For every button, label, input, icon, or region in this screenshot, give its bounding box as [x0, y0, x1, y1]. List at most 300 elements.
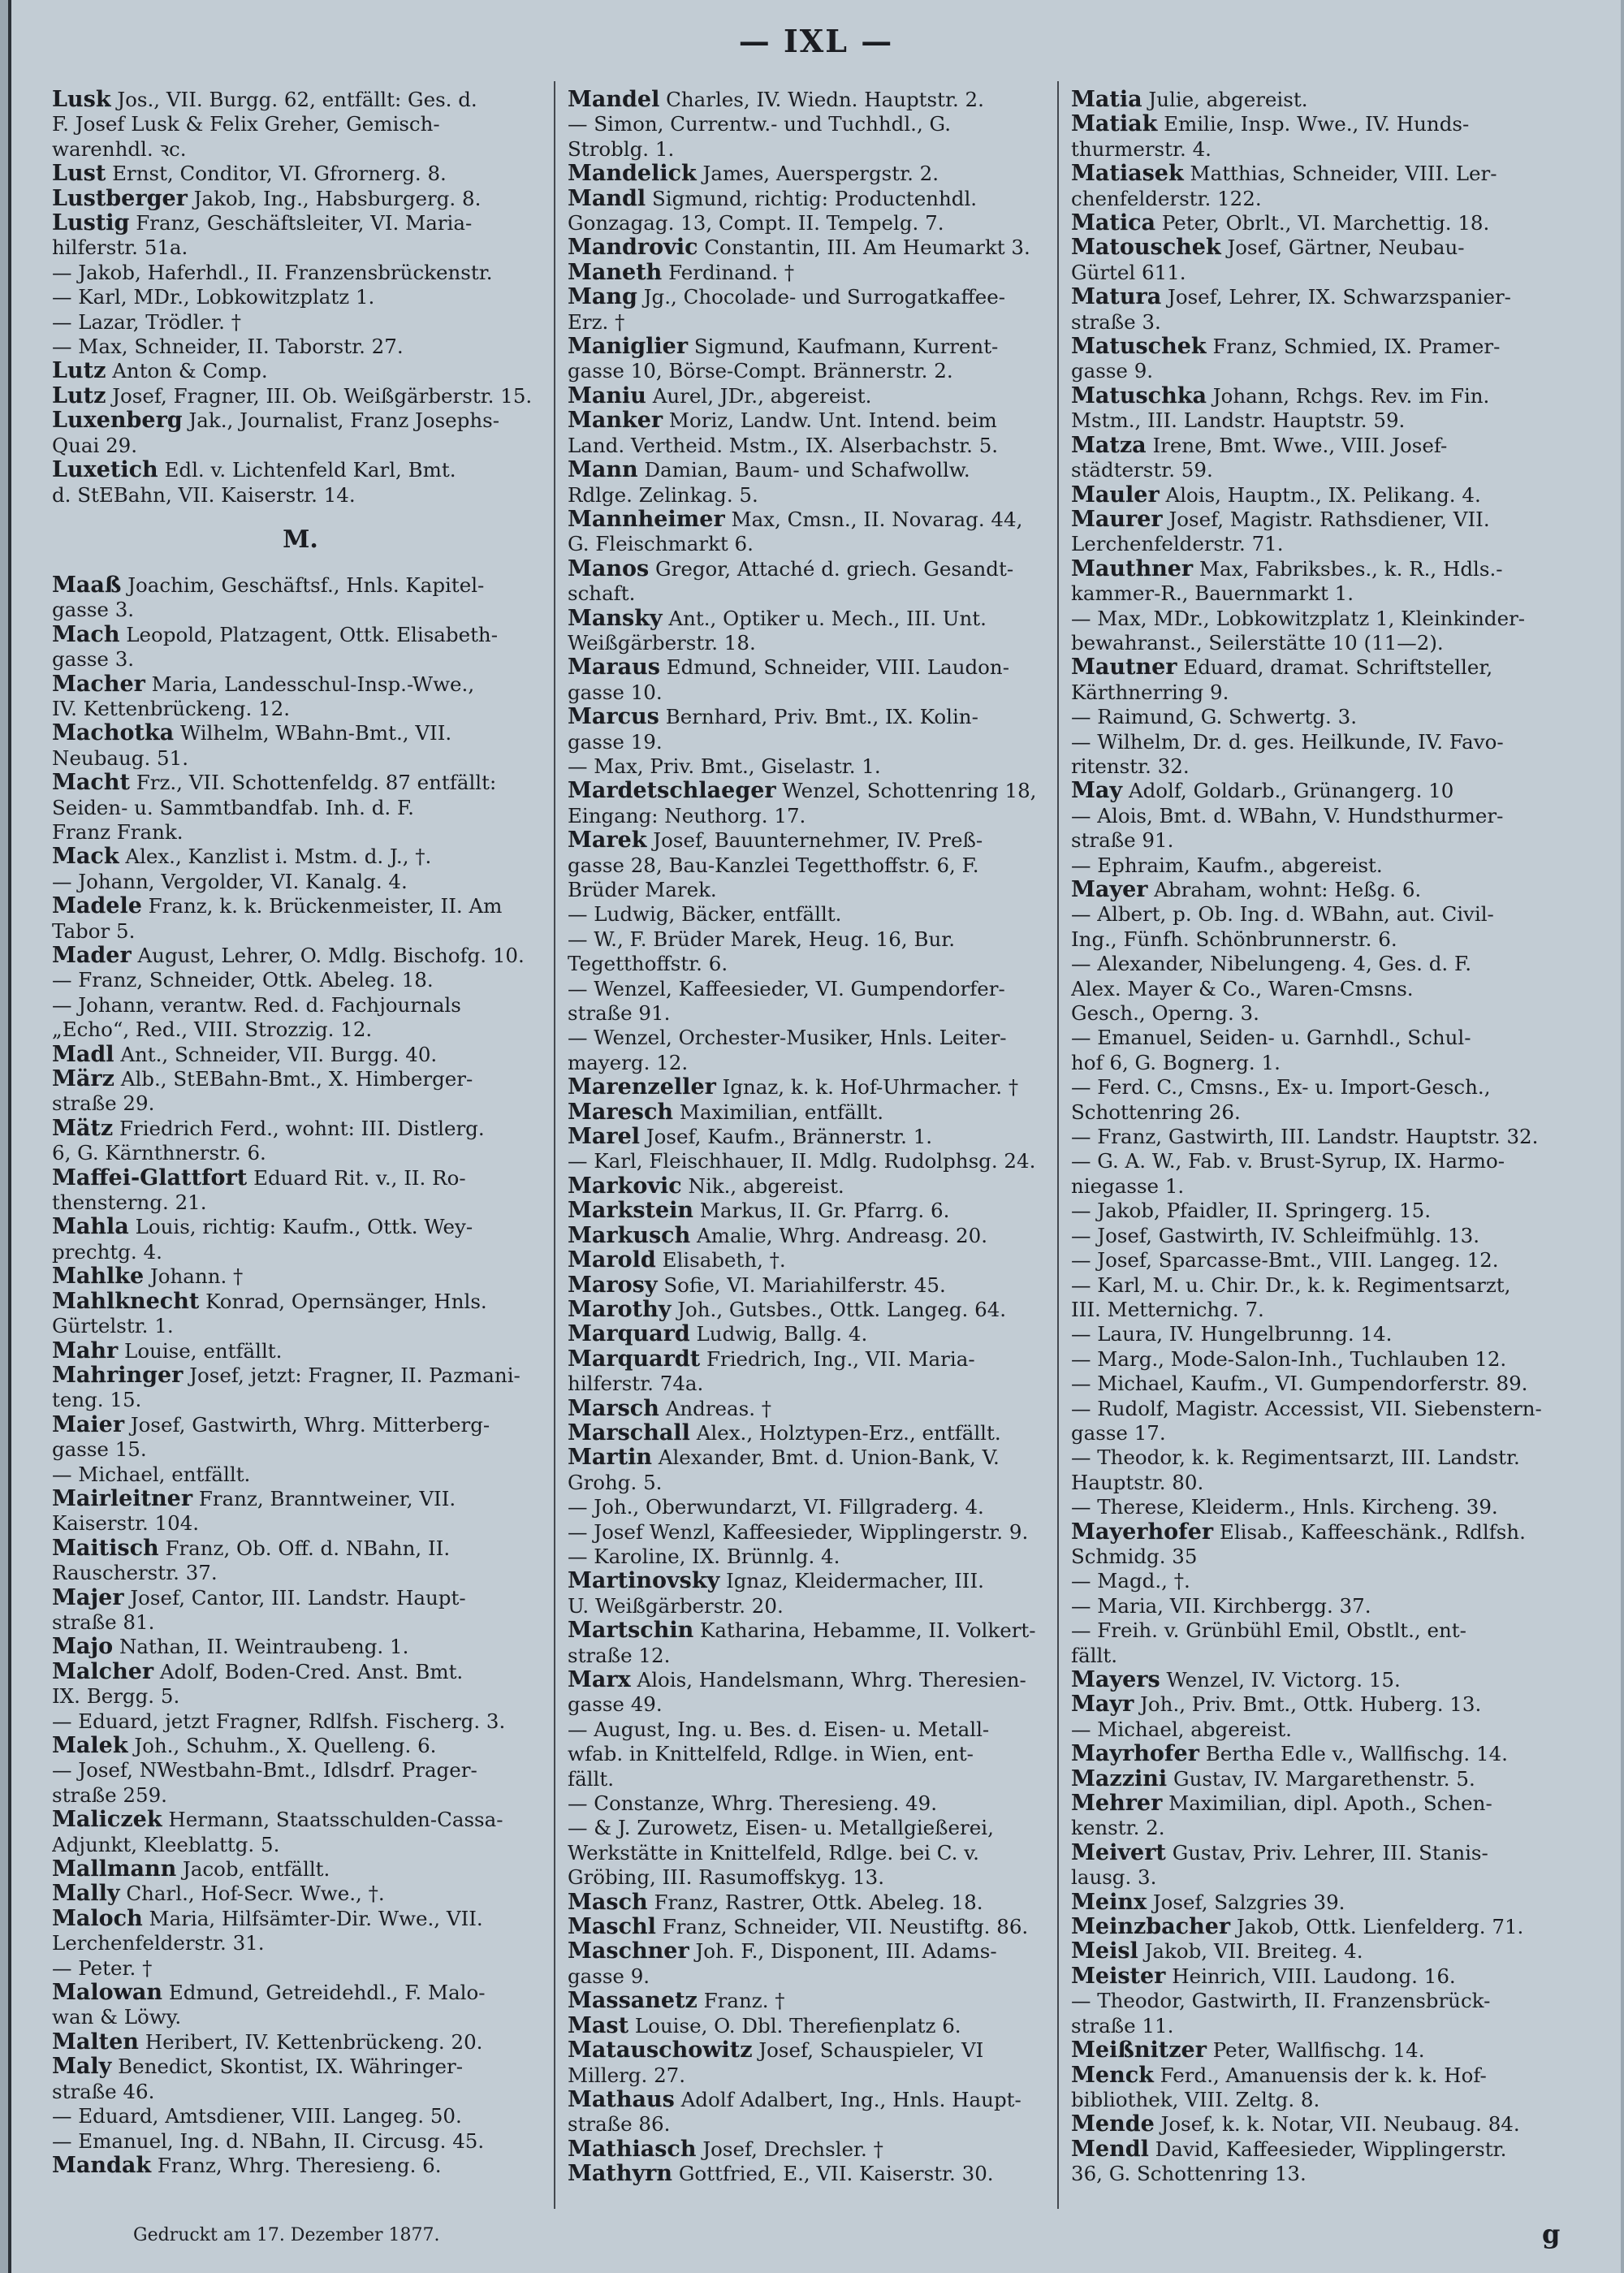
- directory-entry: [568, 2063, 1065, 2088]
- directory-entry: [52, 2129, 549, 2154]
- directory-entry: [568, 1520, 1065, 1545]
- entry-text: straße 11.: [1071, 2013, 1174, 2037]
- entry-surname: Matica: [1071, 211, 1156, 236]
- directory-entry: [1071, 1397, 1568, 1421]
- entry-surname: Matouschek: [1071, 236, 1221, 261]
- entry-surname: Lutz: [52, 383, 106, 408]
- entry-surname: Maly: [52, 2055, 112, 2080]
- entry-text: Alois, Hauptm., IX. Pelikang. 4.: [1165, 482, 1481, 507]
- entry-text: Adjunkt, Kleeblattg. 5.: [52, 1832, 280, 1856]
- entry-text: gasse 10, Börse-Compt. Brännerstr. 2.: [568, 359, 953, 383]
- entry-text: — August, Ing. u. Bes. d. Eisen- u. Metall-: [568, 1717, 990, 1741]
- directory-entry: [1071, 853, 1568, 878]
- entry-text: — Theodor, Gastwirth, II. Franzensbrück-: [1071, 1989, 1491, 2013]
- directory-entry: [1071, 112, 1568, 136]
- entry-surname: Lustig: [52, 211, 130, 236]
- entry-text: — Eduard, Amtsdiener, VIII. Langeg. 50.: [52, 2104, 462, 2128]
- entry-text: Josef, Kaufm., Brännerstr. 1.: [646, 1125, 933, 1149]
- entry-text: — Michael, abgereist.: [1071, 1717, 1292, 1741]
- entry-text: Max, Cmsn., II. Novarag. 44,: [731, 507, 1023, 531]
- directory-entry: [1071, 1618, 1568, 1643]
- entry-text: Nathan, II. Weintraubeng. 1.: [119, 1635, 409, 1659]
- entry-surname: Marquardt: [568, 1346, 701, 1372]
- directory-entry: [1071, 359, 1568, 383]
- entry-text: Josef, k. k. Notar, VII. Neubaug. 84.: [1160, 2112, 1520, 2137]
- entry-surname: Matauschowitz: [568, 2038, 753, 2063]
- entry-text: Josef, Salzgries 39.: [1152, 1890, 1345, 1914]
- entry-surname: Mahla: [52, 1215, 129, 1240]
- directory-entry: [568, 1915, 1065, 1939]
- entry-text: straße 259.: [52, 1783, 167, 1807]
- entry-text: schaft.: [568, 581, 636, 606]
- entry-text: Adolf Adalbert, Ing., Hnls. Haupt-: [680, 2087, 1021, 2111]
- directory-entry: [1071, 434, 1568, 458]
- entry-text: Ant., Optiker u. Mech., III. Unt.: [668, 606, 987, 630]
- directory-entry: [568, 977, 1065, 1001]
- entry-text: Irene, Bmt. Wwe., VIII. Josef-: [1152, 433, 1448, 457]
- directory-entry: [568, 1891, 1065, 1915]
- directory-entry: [1071, 137, 1568, 162]
- directory-entry: [568, 927, 1065, 952]
- directory-entry: [52, 1141, 549, 1165]
- entry-text: Joachim, Geschäftsf., Hnls. Kapitel-: [127, 573, 485, 597]
- directory-entry: [52, 2030, 549, 2055]
- entry-surname: Meinzbacher: [1071, 1915, 1231, 1940]
- directory-entry: [568, 607, 1065, 631]
- directory-entry: [52, 1536, 549, 1561]
- directory-entry: [1071, 1644, 1568, 1668]
- entry-text: Louise, entfällt.: [124, 1338, 283, 1363]
- directory-entry: [1071, 1471, 1568, 1495]
- directory-entry: [1071, 1718, 1568, 1742]
- entry-text: August, Lehrer, O. Mdlg. Bischofg. 10.: [137, 944, 525, 967]
- directory-entry: [1071, 1594, 1568, 1618]
- entry-surname: Meivert: [1071, 1840, 1166, 1865]
- entry-text: — Max, Schneider, II. Taborstr. 27.: [52, 335, 404, 359]
- directory-entry: [52, 968, 549, 992]
- entry-text: Bertha Edle v., Wallfischg. 14.: [1205, 1742, 1508, 1766]
- directory-entry: [52, 1882, 549, 1906]
- directory-page: [8, 0, 1621, 2273]
- directory-entry: [1071, 310, 1568, 335]
- entry-text: thurmerstr. 4.: [1071, 136, 1212, 161]
- directory-entry: [568, 1865, 1065, 1890]
- directory-entry: [568, 1075, 1065, 1100]
- entry-text: Tabor 5.: [52, 918, 136, 943]
- directory-entry: [52, 1314, 549, 1338]
- entry-surname: Maneth: [568, 260, 663, 285]
- entry-text: IX. Bergg. 5.: [52, 1684, 180, 1709]
- directory-entry: [568, 1668, 1065, 1692]
- entry-surname: Matia: [1071, 88, 1142, 112]
- directory-entry: [1071, 1372, 1568, 1396]
- directory-entry: [568, 1495, 1065, 1519]
- entry-text: U. Weißgärberstr. 20.: [568, 1593, 784, 1618]
- directory-entry: [1071, 804, 1568, 828]
- entry-text: Gürtelstr. 1.: [52, 1314, 174, 1338]
- entry-text: — Theodor, k. k. Regimentsarzt, III. Landstr.: [1071, 1445, 1520, 1470]
- directory-entry: [52, 1363, 549, 1388]
- entry-text: hilferstr. 51a.: [52, 236, 188, 260]
- entry-surname: Martin: [568, 1445, 652, 1471]
- entry-text: Josef, Gastwirth, Whrg. Mitterberg-: [130, 1412, 490, 1437]
- entry-text: Julie, abgereist.: [1148, 88, 1308, 111]
- entry-surname: Maraus: [568, 655, 660, 681]
- entry-text: Peter, Wallfischg. 14.: [1212, 2038, 1425, 2063]
- entry-text: Mstm., III. Landstr. Hauptstr. 59.: [1071, 408, 1406, 433]
- directory-entry: [568, 1594, 1065, 1618]
- directory-entry: [568, 1001, 1065, 1026]
- entry-text: bewahranst., Seilerstätte 10 (11—2).: [1071, 630, 1444, 655]
- directory-entry: [52, 820, 549, 845]
- entry-surname: Mauthner: [1071, 556, 1194, 581]
- entry-text: gasse 17.: [1071, 1420, 1166, 1445]
- entry-surname: Manos: [568, 556, 650, 581]
- entry-text: Franz, Geschäftsleiter, VI. Maria-: [136, 211, 473, 236]
- directory-entry: [1071, 927, 1568, 952]
- directory-entry: [52, 458, 549, 482]
- directory-entry: [1071, 1100, 1568, 1125]
- entry-surname: Lusk: [52, 88, 111, 112]
- entry-surname: Mahlke: [52, 1264, 145, 1290]
- entry-text: IV. Kettenbrückeng. 12.: [52, 696, 291, 720]
- entry-text: fällt.: [568, 1766, 614, 1791]
- directory-entry: [1071, 211, 1568, 236]
- entry-surname: Mack: [52, 845, 119, 870]
- directory-entry: [52, 2104, 549, 2128]
- directory-entry: [52, 623, 549, 647]
- directory-entry: [568, 631, 1065, 655]
- entry-surname: Majer: [52, 1585, 124, 1610]
- entry-surname: Mazzini: [1071, 1766, 1168, 1791]
- entry-text: prechtg. 4.: [52, 1239, 162, 1264]
- entry-text: Eingang: Neuthorg. 17.: [568, 803, 806, 828]
- directory-entry: [1071, 1841, 1568, 1865]
- entry-surname: Mayers: [1071, 1668, 1160, 1692]
- directory-entry: [1071, 1545, 1568, 1569]
- directory-entry: [52, 919, 549, 944]
- entry-text: — & J. Zurowetz, Eisen- u. Metallgießerei,: [568, 1816, 994, 1840]
- entry-surname: Mallmann: [52, 1857, 177, 1882]
- entry-text: Louis, richtig: Kaufm., Ottk. Wey-: [135, 1215, 473, 1239]
- entry-surname: Mayer: [1071, 878, 1148, 902]
- entry-text: Lerchenfelderstr. 31.: [52, 1931, 265, 1955]
- entry-text: James, Auerspergstr. 2.: [702, 162, 939, 186]
- directory-entry: [52, 2154, 549, 2178]
- directory-column-2: [568, 88, 1065, 2215]
- entry-text: Franz, Ob. Off. d. NBahn, II.: [165, 1536, 451, 1560]
- directory-entry: [1071, 1816, 1568, 1840]
- directory-entry: [1071, 1421, 1568, 1445]
- entry-text: Abraham, wohnt: Heßg. 6.: [1154, 878, 1422, 901]
- entry-surname: Mahr: [52, 1338, 119, 1363]
- entry-text: gasse 3.: [52, 598, 135, 622]
- entry-text: Maximilian, dipl. Apoth., Schen-: [1168, 1791, 1492, 1816]
- directory-entry: [568, 804, 1065, 828]
- directory-entry: [568, 681, 1065, 705]
- entry-text: Ernst, Conditor, VI. Gfrornerg. 8.: [112, 162, 447, 186]
- entry-text: Gürtel 611.: [1071, 260, 1186, 284]
- entry-surname: Matuschek: [1071, 335, 1207, 360]
- directory-entry: [1071, 1075, 1568, 1100]
- directory-entry: [1071, 902, 1568, 927]
- directory-entry: [568, 483, 1065, 508]
- entry-text: Franz, Schmied, IX. Pramer-: [1212, 335, 1501, 359]
- directory-entry: [52, 1191, 549, 1215]
- entry-text: — Albert, p. Ob. Ing. d. WBahn, aut. Civil-: [1071, 902, 1494, 927]
- entry-text: — Franz, Gastwirth, III. Landstr. Hauptstr. 32.: [1071, 1125, 1539, 1149]
- entry-surname: Maliczek: [52, 1808, 162, 1833]
- entry-text: Josef, Schauspieler, VI: [758, 2038, 984, 2063]
- directory-entry: [1071, 187, 1568, 211]
- directory-entry: [568, 2014, 1065, 2038]
- entry-text: Franz, k. k. Brückenmeister, II. Am: [148, 894, 503, 918]
- directory-entry: [52, 1635, 549, 1659]
- entry-surname: Masch: [568, 1890, 648, 1915]
- entry-text: — Johann, verantw. Red. d. Fachjournals: [52, 992, 461, 1017]
- entry-text: Quai 29.: [52, 433, 138, 457]
- directory-entry: [1071, 1026, 1568, 1050]
- directory-entry: [568, 1248, 1065, 1273]
- directory-entry: [568, 1273, 1065, 1298]
- entry-text: Land. Vertheid. Mstm., IX. Alserbachstr. 5.: [568, 433, 999, 457]
- entry-text: Josef, Magistr. Rathsdiener, VII.: [1168, 507, 1490, 531]
- entry-text: straße 81.: [52, 1610, 155, 1634]
- entry-surname: Mann: [568, 458, 638, 483]
- directory-entry: [52, 335, 549, 359]
- directory-entry: [1071, 335, 1568, 359]
- entry-surname: Meinx: [1071, 1890, 1147, 1915]
- entry-surname: Mandrovic: [568, 236, 698, 261]
- entry-text: Edl. v. Lichtenfeld Karl, Bmt.: [164, 458, 456, 482]
- directory-entry: [52, 721, 549, 745]
- entry-text: — Alexander, Nibelungeng. 4, Ges. d. F.: [1071, 952, 1471, 976]
- entry-text: Josef, Fragner, III. Ob. Weißgärberstr. 15.: [112, 383, 533, 408]
- directory-entry: [568, 2137, 1065, 2162]
- directory-entry: [52, 771, 549, 795]
- entry-text: teng. 15.: [52, 1388, 142, 1412]
- directory-entry: [52, 1117, 549, 1141]
- directory-entry: [568, 878, 1065, 902]
- entry-surname: Manker: [568, 408, 663, 434]
- directory-entry: [568, 1816, 1065, 1840]
- directory-entry: [568, 162, 1065, 186]
- directory-entry: [52, 88, 549, 112]
- entry-text: — Josef, NWestbahn-Bmt., Idlsdrf. Prager-: [52, 1758, 477, 1783]
- entry-text: Joh. F., Disponent, III. Adams-: [695, 1939, 997, 1964]
- directory-entry: [52, 261, 549, 285]
- directory-entry: [52, 137, 549, 162]
- directory-entry: [1071, 607, 1568, 631]
- entry-text: hof 6, G. Bognerg. 1.: [1071, 1050, 1281, 1074]
- entry-surname: Maaß: [52, 573, 122, 598]
- directory-entry: [52, 1413, 549, 1437]
- directory-entry: [1071, 1891, 1568, 1915]
- directory-entry: [568, 187, 1065, 211]
- entry-text: — Laura, IV. Hungelbrunng. 14.: [1071, 1322, 1393, 1346]
- entry-text: Damian, Baum- und Schafwollw.: [644, 458, 970, 482]
- directory-entry: [1071, 1692, 1568, 1717]
- entry-surname: Matza: [1071, 433, 1147, 458]
- directory-entry: [568, 655, 1065, 680]
- entry-text: Gregor, Attaché d. griech. Gesandt-: [655, 556, 1014, 581]
- entry-text: — Jakob, Pfaidler, II. Springerg. 15.: [1071, 1199, 1432, 1223]
- directory-entry: [1071, 408, 1568, 433]
- directory-entry: [568, 581, 1065, 606]
- entry-surname: Meißnitzer: [1071, 2038, 1207, 2063]
- entry-surname: Macher: [52, 672, 145, 697]
- directory-entry: [568, 1718, 1065, 1742]
- entry-surname: Madele: [52, 894, 142, 919]
- entry-text: Adolf, Goldarb., Grünangerg. 10: [1128, 779, 1454, 803]
- entry-surname: Mannheimer: [568, 507, 725, 532]
- directory-entry: [52, 384, 549, 408]
- directory-entry: [52, 1264, 549, 1289]
- directory-entry: [1071, 285, 1568, 309]
- entry-text: straße 91.: [1071, 828, 1174, 853]
- directory-entry: [52, 573, 549, 598]
- entry-text: Rdlge. Zelinkag. 5.: [568, 482, 758, 507]
- entry-text: Franz, Branntweiner, VII.: [198, 1486, 456, 1510]
- directory-entry: [1071, 952, 1568, 976]
- entry-surname: Markusch: [568, 1223, 691, 1248]
- directory-entry: [568, 853, 1065, 878]
- entry-text: — Magd., †.: [1071, 1569, 1190, 1593]
- entry-surname: Meisl: [1071, 1939, 1138, 1964]
- directory-entry: [568, 1791, 1065, 1816]
- directory-entry: [52, 1487, 549, 1511]
- directory-entry: [52, 1709, 549, 1734]
- directory-entry: [568, 902, 1065, 927]
- entry-text: — Emanuel, Ing. d. NBahn, II. Circusg. 45.: [52, 2128, 485, 2153]
- signature-mark: g: [1542, 2219, 1561, 2249]
- entry-text: Louise, O. Dbl. Therefienplatz 6.: [634, 2013, 961, 2037]
- directory-entry: [52, 845, 549, 869]
- entry-text: Friedrich Ferd., wohnt: III. Distlerg.: [119, 1116, 485, 1140]
- entry-text: straße 91.: [568, 1001, 671, 1026]
- directory-entry: [568, 335, 1065, 359]
- directory-entry: [52, 1091, 549, 1116]
- entry-surname: Maitisch: [52, 1536, 159, 1561]
- directory-entry: [1071, 2038, 1568, 2063]
- entry-surname: Martinovsky: [568, 1569, 720, 1594]
- directory-entry: [1071, 1668, 1568, 1692]
- entry-text: — Wilhelm, Dr. d. ges. Heilkunde, IV. Favo-: [1071, 729, 1504, 754]
- directory-entry: [568, 1471, 1065, 1495]
- directory-entry: [52, 1758, 549, 1783]
- directory-entry: [568, 384, 1065, 408]
- entry-text: „Echo“, Red., VIII. Strozzig. 12.: [52, 1018, 373, 1042]
- entry-surname: Mardetschlaeger: [568, 779, 776, 804]
- entry-text: Joh., Gutsbes., Ottk. Langeg. 64.: [677, 1297, 1007, 1321]
- entry-text: Werkstätte in Knittelfeld, Rdlge. bei C. v.: [568, 1840, 979, 1865]
- directory-entry: [568, 88, 1065, 112]
- entry-text: Bernhard, Priv. Bmt., IX. Kolin-: [665, 705, 978, 729]
- entry-text: III. Metternichg. 7.: [1071, 1297, 1264, 1321]
- entry-text: — Johann, Vergolder, VI. Kanalg. 4.: [52, 869, 408, 893]
- entry-surname: Martschin: [568, 1618, 694, 1644]
- entry-text: Sigmund, richtig: Productenhdl.: [651, 186, 978, 210]
- entry-text: Sofie, VI. Mariahilferstr. 45.: [663, 1273, 946, 1297]
- directory-entry: [1071, 1199, 1568, 1223]
- entry-surname: Maschner: [568, 1939, 689, 1964]
- entry-surname: Mehrer: [1071, 1791, 1163, 1817]
- entry-surname: Marx: [568, 1668, 631, 1692]
- entry-text: — Therese, Kleiderm., Hnls. Kircheng. 39.: [1071, 1495, 1498, 1519]
- entry-text: — Josef, Gastwirth, IV. Schleifmühlg. 13.: [1071, 1223, 1480, 1247]
- directory-entry: [52, 310, 549, 335]
- directory-entry: [52, 1463, 549, 1487]
- directory-entry: [1071, 2137, 1568, 2162]
- entry-text: Markus, II. Gr. Pfarrg. 6.: [699, 1199, 950, 1223]
- entry-text: Joh., Schuhm., X. Quelleng. 6.: [134, 1734, 437, 1757]
- entry-surname: Massanetz: [568, 1989, 698, 2014]
- entry-text: Seiden- u. Sammtbandfab. Inh. d. F.: [52, 795, 414, 819]
- directory-entry: [568, 2088, 1065, 2112]
- directory-entry: [568, 1026, 1065, 1050]
- directory-entry: [568, 408, 1065, 433]
- directory-entry: [52, 1833, 549, 1857]
- entry-surname: Mally: [52, 1882, 120, 1907]
- directory-entry: [568, 1372, 1065, 1396]
- entry-surname: Matiak: [1071, 112, 1158, 137]
- entry-text: straße 29.: [52, 1091, 155, 1116]
- directory-entry: [1071, 1298, 1568, 1322]
- directory-entry: [568, 1569, 1065, 1593]
- directory-entry: [52, 1388, 549, 1412]
- directory-entry: [568, 2112, 1065, 2137]
- entry-text: städterstr. 59.: [1071, 458, 1213, 482]
- directory-entry: [568, 211, 1065, 236]
- directory-entry: [1071, 1989, 1568, 2013]
- directory-entry: [52, 1067, 549, 1091]
- directory-entry: [52, 187, 549, 211]
- entry-text: Tegetthoffstr. 6.: [568, 952, 728, 976]
- entry-text: straße 46.: [52, 2079, 155, 2103]
- directory-entry: [52, 359, 549, 383]
- entry-text: Alb., StEBahn-Bmt., X. Himberger-: [120, 1067, 473, 1091]
- entry-surname: Mach: [52, 622, 120, 647]
- entry-text: Sigmund, Kaufmann, Kurrent-: [693, 335, 999, 359]
- directory-entry: [1071, 2088, 1568, 2112]
- directory-entry: [52, 236, 549, 260]
- entry-surname: Mayrhofer: [1071, 1742, 1199, 1767]
- entry-text: — Karl, MDr., Lobkowitzplatz 1.: [52, 285, 375, 309]
- entry-surname: Malek: [52, 1734, 128, 1758]
- entry-text: Constantin, III. Am Heumarkt 3.: [704, 236, 1030, 260]
- entry-text: — Wenzel, Orchester-Musiker, Hnls. Leiter-: [568, 1026, 1007, 1050]
- entry-text: — Max, MDr., Lobkowitzplatz 1, Kleinkinder-: [1071, 606, 1526, 630]
- entry-surname: Marothy: [568, 1297, 672, 1322]
- directory-entry: [568, 532, 1065, 556]
- entry-text: Jakob, Ing., Habsburgerg. 8.: [193, 186, 482, 210]
- entry-text: Gesch., Operng. 3.: [1071, 1001, 1259, 1026]
- entry-surname: Madl: [52, 1042, 114, 1067]
- directory-entry: [52, 1586, 549, 1610]
- entry-surname: Matura: [1071, 285, 1162, 310]
- entry-text: Eduard Rit. v., II. Ro-: [253, 1165, 466, 1190]
- entry-surname: Lustberger: [52, 186, 188, 211]
- entry-text: Katharina, Hebamme, II. Volkert-: [700, 1618, 1036, 1643]
- entry-text: Moriz, Landw. Unt. Intend. beim: [668, 408, 997, 433]
- directory-entry: [1071, 1742, 1568, 1766]
- entry-surname: Mathaus: [568, 2087, 675, 2112]
- directory-entry: [1071, 1248, 1568, 1273]
- directory-entry: [52, 1166, 549, 1191]
- directory-entry: [568, 137, 1065, 162]
- entry-text: Jak., Journalist, Franz Josephs-: [188, 408, 499, 433]
- entry-text: Jakob, VII. Breiteg. 4.: [1144, 1939, 1363, 1964]
